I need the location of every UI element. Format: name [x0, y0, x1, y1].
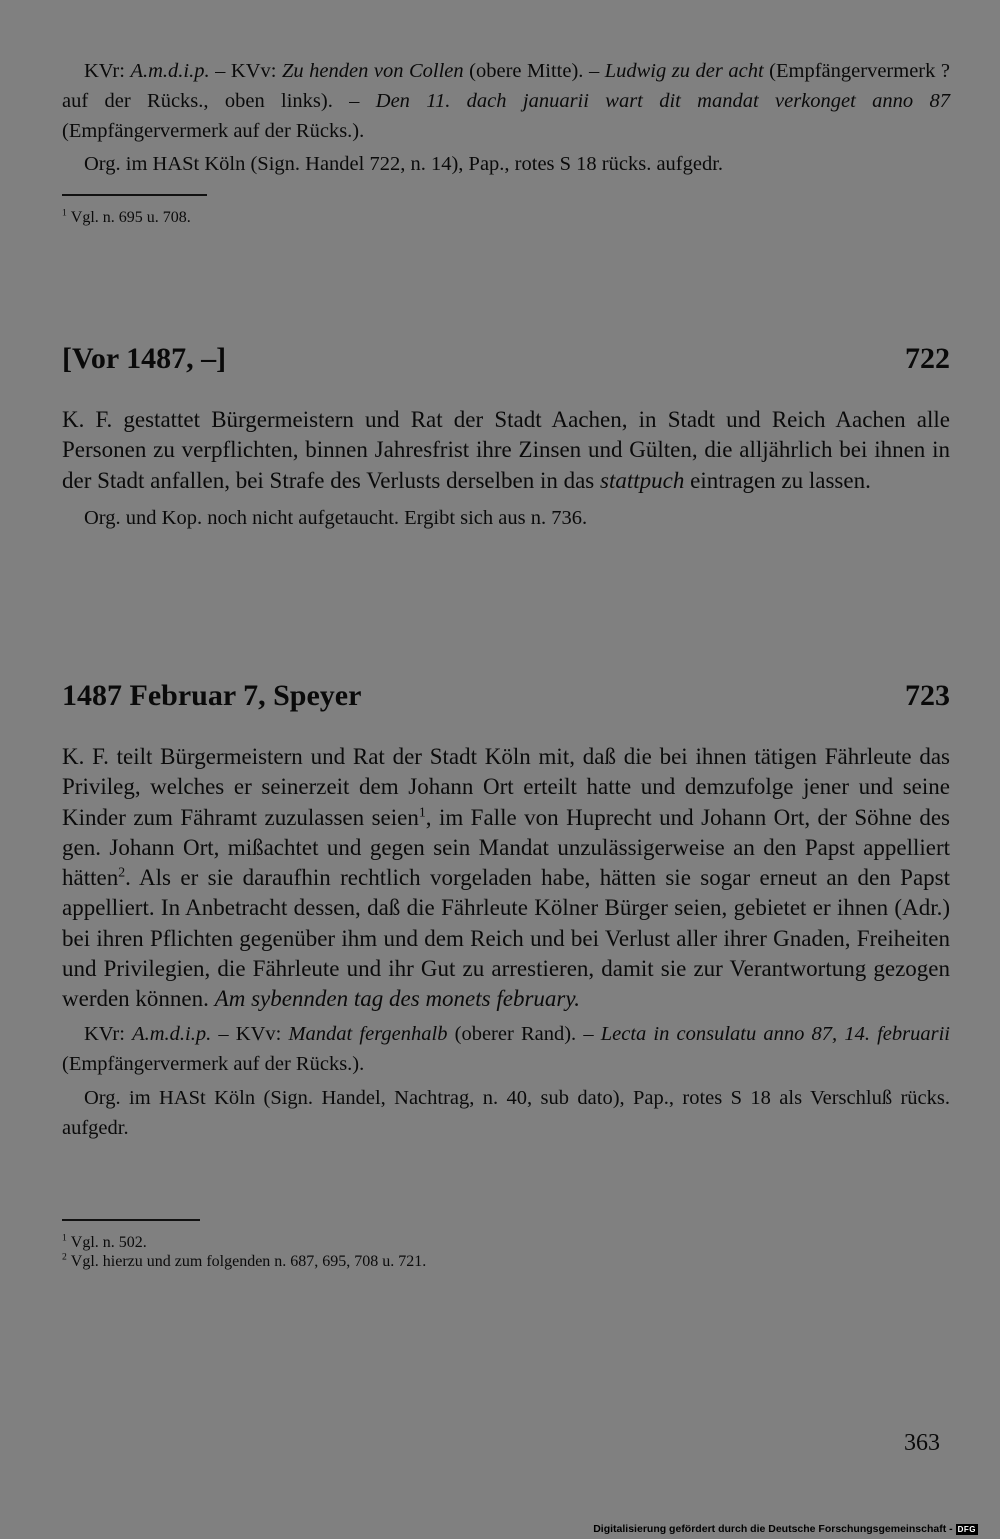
- kvr-italic: Ludwig zu der acht: [604, 60, 764, 82]
- kvr-italic: Lecta in consulatu anno 87, 14. februarii: [600, 1022, 950, 1045]
- regest-italic: stattpuch: [600, 467, 685, 493]
- org-note: Org. im HASt Köln (Sign. Handel 722, n. 14), Pap., rotes S 18 rücks. aufgedr.: [84, 153, 724, 175]
- entry-date: 1487 Februar 7, Speyer: [62, 679, 362, 712]
- kvr-italic: Den 11. dach januarii wart dit mandat verkonget anno 87: [375, 90, 950, 112]
- footnote-divider: [62, 1219, 200, 1221]
- org-note: Org. im HASt Köln (Sign. Handel, Nachtrag, n. 40, sub dato), Pap., rotes S 18 als Verschluß rücks. aufgedr.: [62, 1086, 950, 1139]
- footnote-ref: 2: [118, 864, 126, 880]
- regest-span: eintragen zu lassen.: [684, 467, 871, 493]
- footnote-mark: 1: [62, 207, 67, 219]
- footnote-text: Vgl. n. 502.: [70, 1234, 147, 1251]
- regest-italic: Am sybennden tag des monets february.: [214, 986, 581, 1012]
- footnote-ref: 1: [418, 803, 426, 819]
- entry-body: [62, 742, 950, 1143]
- kvr-text: (Empfängervermerk auf der Rücks.).: [62, 120, 365, 142]
- footnote-mark: 1: [62, 1232, 67, 1244]
- footnote: [62, 1233, 950, 1252]
- kvr-text: (Empfängervermerk auf der Rücks.).: [62, 1052, 365, 1075]
- entry-number: 722: [905, 342, 950, 375]
- footnote: [62, 1252, 950, 1271]
- kvr-italic: A.m.d.i.p.: [130, 60, 210, 82]
- regest-span: K. F. gestattet Bürgermeistern und Rat der Stadt Aachen, in Stadt und Reich Aachen alle Personen zu verpflichten, binnen Jahresfrist ihre Zinsen und Gülten, die alljährlich bei ihnen in der Stadt anfallen, bei Strafe des Verlusts derselben in das: [62, 407, 950, 493]
- footnote-mark: 2: [62, 1251, 67, 1263]
- kvr-text: KVr:: [84, 1022, 133, 1045]
- regest-text: [62, 742, 950, 1015]
- footnote-divider: [62, 194, 207, 196]
- kvr-note: [62, 1019, 950, 1079]
- kvr-italic: Mandat fergenhalb: [288, 1022, 448, 1045]
- regest-span: , im Falle von Huprecht und Johann Ort, der Söhne des gen. Johann Ort, mißachtet und gegen sein Mandat unzulässigerweise an den Papst appelliert hätten: [62, 804, 950, 891]
- footnote: [62, 208, 950, 227]
- footnotes: [62, 1233, 950, 1271]
- footnote-text: Vgl. hierzu und zum folgenden n. 687, 695, 708 u. 721.: [70, 1253, 427, 1270]
- page-number: 363: [904, 1430, 940, 1456]
- kvr-text: KVr:: [84, 60, 131, 82]
- digitization-credit: [593, 1523, 978, 1535]
- org-note: Org. und Kop. noch nicht aufgetaucht. Ergibt sich aus n. 736.: [84, 506, 588, 529]
- entry-number: 723: [905, 679, 950, 712]
- kvr-italic: A.m.d.i.p.: [132, 1022, 212, 1045]
- footnote-text: Vgl. n. 695 u. 708.: [70, 209, 191, 226]
- regest-span: . Als er sie daraufhin rechtlich vorgeladen habe, hätten sie sogar erneut an den Papst appelliert. In Anbetracht dessen, daß die Fährleute Kölner Bürger seien, gebietet er ihnen (Adr.) bei ihren Pflichten gegenüber ihm und dem Reich und bei Verlust aller ihrer Gnaden, Freiheiten und Privilegien, die Fährleute und ihr Gut zu arrestieren, damit sie zur Verantwortung gezogen werden können.: [62, 865, 950, 1012]
- kvr-text: (obere Mitte). –: [463, 60, 605, 82]
- kvr-text: – KVv:: [211, 1022, 289, 1045]
- dfg-logo: DFG: [957, 1524, 976, 1534]
- kvr-italic: Zu henden von Collen: [281, 60, 464, 82]
- regest-text: [62, 405, 950, 496]
- kvr-text: – KVv:: [209, 60, 282, 82]
- regest-span: K. F. teilt Bürgermeistern und Rat der Stadt Köln mit, daß die bei ihnen tätigen Fährleute das Privileg, welches er seinerzeit dem Johann Ort erteilt hatte und demzufolge jener und seine Kinder zum Fähramt zuzulassen seien: [62, 744, 950, 830]
- entry-heading: [62, 679, 950, 713]
- entry-body: [62, 405, 950, 533]
- entry-heading: [62, 342, 950, 376]
- kvr-text: (Empfängervermerk ? auf der Rücks., oben links). –: [62, 60, 950, 112]
- kvr-note: [62, 56, 950, 146]
- credit-text: Digitalisierung gefördert durch die Deutsche Forschungsgemeinschaft -: [593, 1523, 953, 1535]
- kvr-text: (oberer Rand). –: [447, 1022, 601, 1045]
- previous-entry-notes: [62, 56, 950, 179]
- entry-date: [Vor 1487, –]: [62, 342, 227, 375]
